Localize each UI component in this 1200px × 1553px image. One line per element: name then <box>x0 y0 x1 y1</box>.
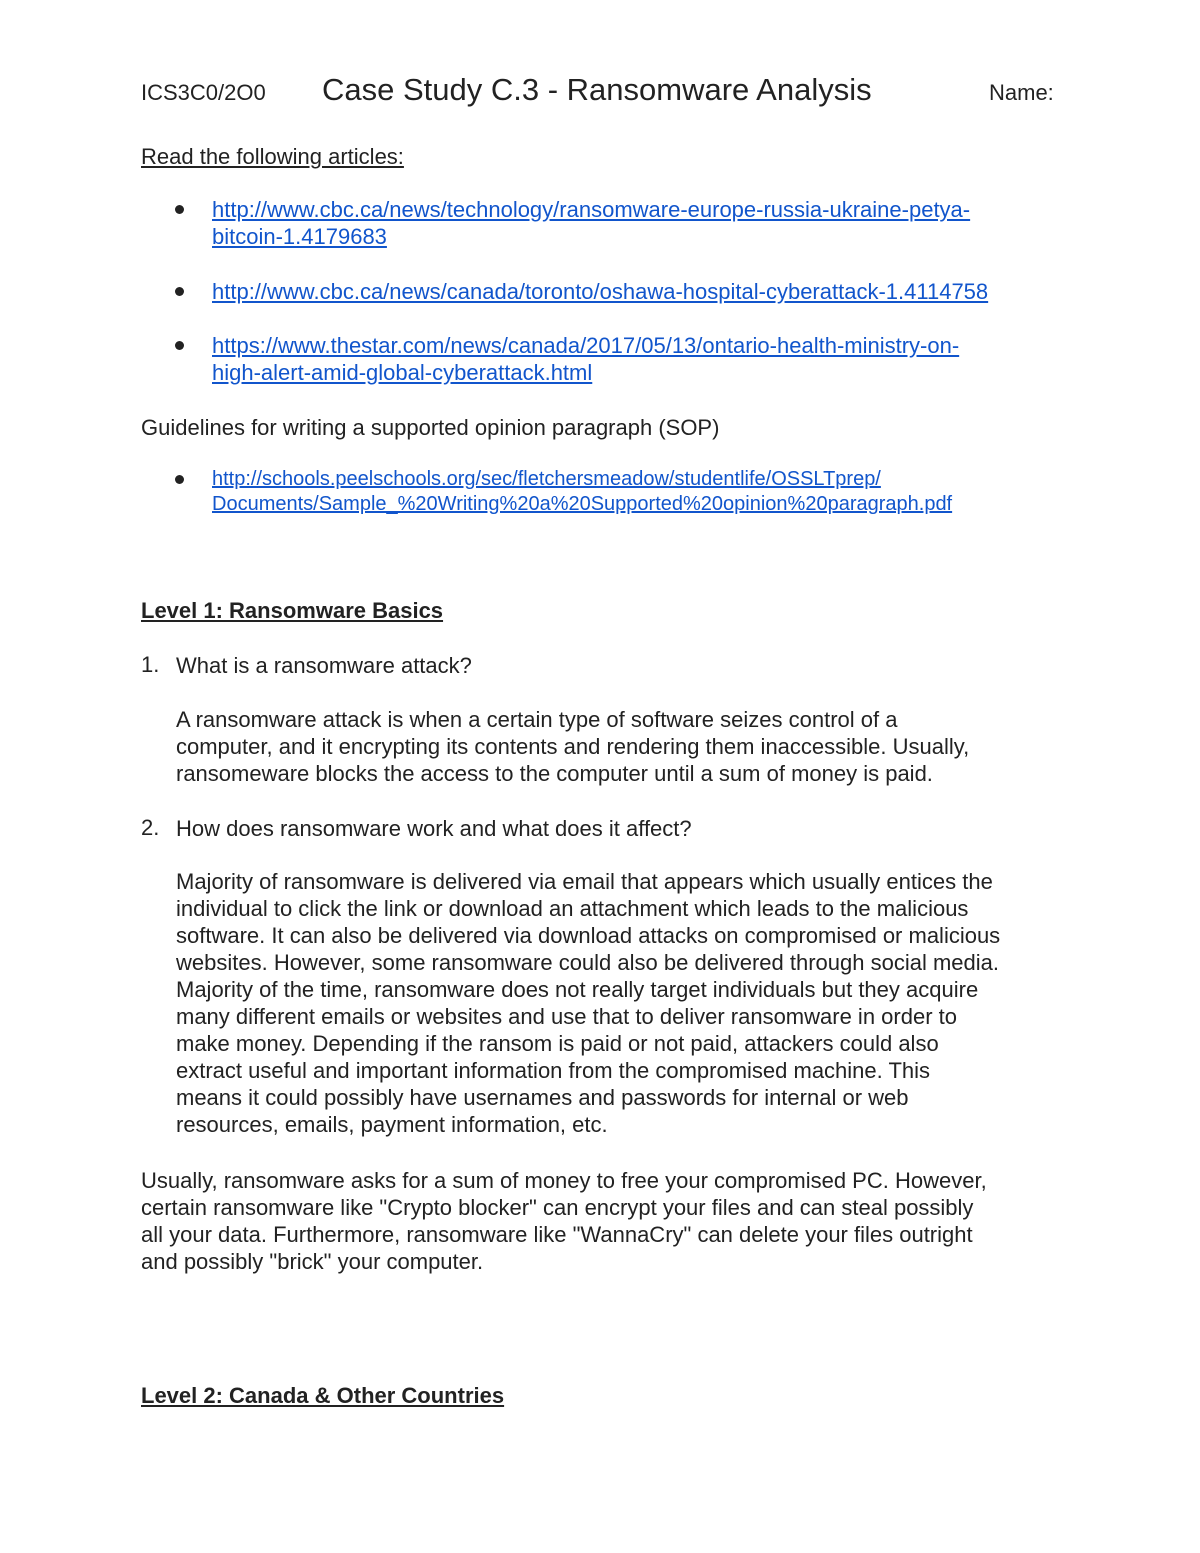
closing-line: Usually, ransomware asks for a sum of money to free your compromised PC. However, <box>141 1168 987 1193</box>
article-link-3[interactable] <box>212 332 959 386</box>
read-articles-label: Read the following articles: <box>141 144 404 169</box>
answer-2-line: many different emails or websites and use that to deliver ransomware in order to <box>176 1004 957 1029</box>
level-2-heading: Level 2: Canada & Other Countries <box>141 1383 505 1408</box>
answer-2-line: resources, emails, payment information, etc. <box>176 1112 608 1137</box>
guidelines-link-line-1[interactable]: http://schools.peelschools.org/sec/fletchersmeadow/studentlife/OSSLTprep/ <box>212 468 881 490</box>
name-label: Name: <box>989 80 1054 105</box>
answer-2-line: means it could possibly have usernames and passwords for internal or web <box>176 1085 909 1110</box>
closing-paragraph <box>141 1167 987 1275</box>
bullet-icon <box>175 287 184 296</box>
bullet-icon <box>175 475 184 484</box>
answer-2-line: Majority of the time, ransomware does not really target individuals but they acquire <box>176 977 979 1002</box>
course-code: ICS3C0/2O0 <box>141 80 266 105</box>
article-link-1[interactable] <box>212 196 970 250</box>
answer-1 <box>176 706 969 787</box>
page-title: Case Study C.3 - Ransomware Analysis <box>322 72 872 107</box>
article-link-2-line-1[interactable]: http://www.cbc.ca/news/canada/toronto/oshawa-hospital-cyberattack-1.4114758 <box>212 279 989 304</box>
article-link-3-line-2[interactable]: high-alert-amid-global-cyberattack.html <box>212 360 593 385</box>
article-link-1-line-1[interactable]: http://www.cbc.ca/news/technology/ransomware-europe-russia-ukraine-petya- <box>212 197 971 222</box>
guidelines-label: Guidelines for writing a supported opinion paragraph (SOP) <box>141 415 720 440</box>
question-2-number: 2. <box>141 815 160 840</box>
bullet-icon <box>175 341 184 350</box>
bullet-icon <box>175 205 184 214</box>
answer-2 <box>176 868 1000 1138</box>
question-2-text: How does ransomware work and what does it affect? <box>176 816 692 841</box>
answer-1-line: A ransomware attack is when a certain type of software seizes control of a <box>176 707 898 732</box>
level-1-heading: Level 1: Ransomware Basics <box>141 598 444 623</box>
closing-line: all your data. Furthermore, ransomware like "WannaCry" can delete your files outright <box>141 1222 973 1247</box>
article-link-1-line-2[interactable]: bitcoin-1.4179683 <box>212 224 387 249</box>
question-1-text: What is a ransomware attack? <box>176 653 472 678</box>
closing-line: and possibly "brick" your computer. <box>141 1249 484 1274</box>
answer-2-line: extract useful and important information from the compromised machine. This <box>176 1058 931 1083</box>
answer-1-line: ransomeware blocks the access to the computer until a sum of money is paid. <box>176 761 933 786</box>
answer-2-line: websites. However, some ransomware could also be delivered through social media. <box>176 950 999 975</box>
answer-2-line: Majority of ransomware is delivered via email that appears which usually entices the <box>176 869 993 894</box>
closing-line: certain ransomware like "Crypto blocker" can encrypt your files and can steal possibly <box>141 1195 974 1220</box>
question-1-number: 1. <box>141 652 160 677</box>
article-link-3-line-1[interactable]: https://www.thestar.com/news/canada/2017/05/13/ontario-health-ministry-on- <box>212 333 960 358</box>
answer-2-line: make money. Depending if the ransom is paid or not paid, attackers could also <box>176 1031 939 1056</box>
answer-1-line: computer, and it encrypting its contents and rendering them inaccessible. Usually, <box>176 734 970 759</box>
answer-2-line: software. It can also be delivered via download attacks on compromised or malicious <box>176 923 1001 948</box>
guidelines-link-line-2[interactable]: Documents/Sample_%20Writing%20a%20Supported%20opinion%20paragraph.pdf <box>212 493 953 515</box>
guidelines-link[interactable] <box>212 467 952 517</box>
article-link-2[interactable] <box>212 278 988 305</box>
answer-2-line: individual to click the link or download an attachment which leads to the malicious <box>176 896 969 921</box>
